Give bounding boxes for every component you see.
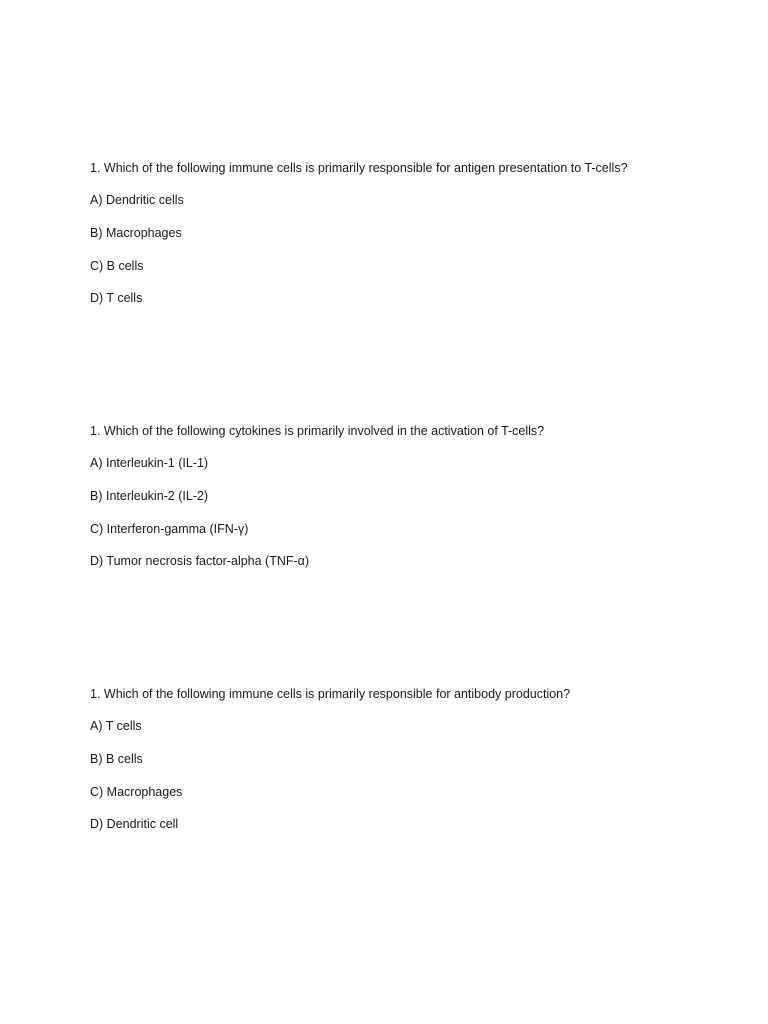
answer-option-b: B) Macrophages [90,225,182,240]
answer-option-d: D) T cells [90,291,143,306]
answer-option-b: B) B cells [90,751,143,766]
answer-option-c: C) Macrophages [90,784,183,799]
answer-option-a: A) Dendritic cells [90,193,184,207]
answer-option-a: A) T cells [90,719,142,733]
question-block [90,158,730,308]
question-block [90,684,730,834]
question-stem: 1. Which of the following cytokines is primarily involved in the activation of T-cells? [90,424,545,438]
question-stem: 1. Which of the following immune cells is primarily responsible for antibody production? [90,687,571,701]
answer-option-c: C) Interferon-gamma (IFN-γ) [90,521,249,536]
question-stem: 1. Which of the following immune cells is primarily responsible for antigen presentation to T-cells? [90,161,628,175]
answer-option-d: D) Tumor necrosis factor-alpha (TNF-α) [90,554,310,569]
answer-option-b: B) Interleukin-2 (IL-2) [90,488,209,503]
answer-option-a: A) Interleukin-1 (IL-1) [90,456,209,470]
answer-option-d: D) Dendritic cell [90,817,179,832]
question-block [90,421,730,571]
answer-option-c: C) B cells [90,258,144,273]
